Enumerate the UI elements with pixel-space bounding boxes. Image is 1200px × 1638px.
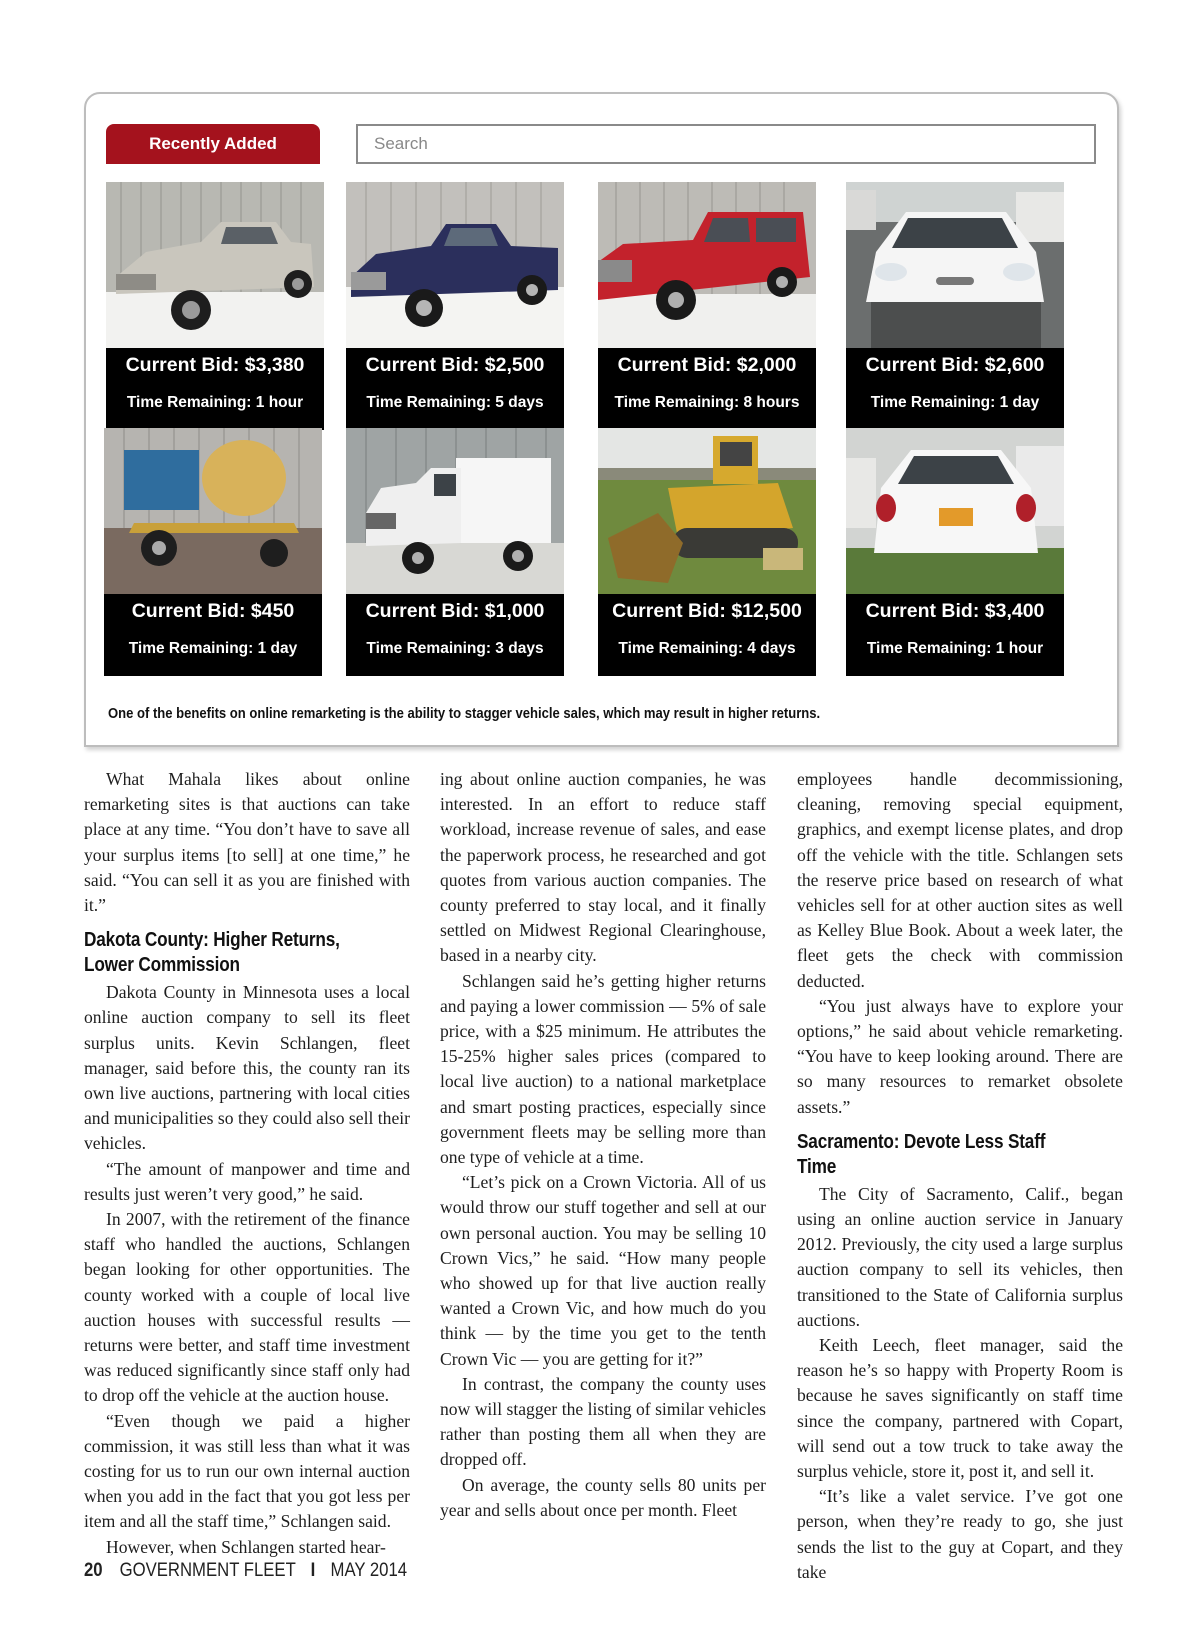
publication-name: GOVERNMENT FLEET [119, 1560, 296, 1581]
listing-card-blue-pickup[interactable] [346, 182, 564, 430]
current-bid: Current Bid: $2,600 [865, 354, 1045, 376]
time-remaining: Time Remaining: 1 day [870, 394, 1040, 411]
page-number: 20 [84, 1560, 103, 1581]
current-bid: Current Bid: $1,000 [365, 600, 545, 622]
time-remaining: Time Remaining: 3 days [366, 640, 544, 657]
listing-card-silver-pickup[interactable] [106, 182, 324, 430]
listing-card-utility-truck[interactable] [346, 428, 564, 676]
paragraph: Schlangen said he’s getting higher returns and paying a lower commission — 5% of sale price, with a $25 minimum. He attributes the 15-25% higher sales prices (compared to local live auction) to a national marketplace and smart posting practices, especially since government fleets may be selling more than one type of vehicle at a time. [440, 970, 766, 1168]
paragraph: “Let’s pick on a Crown Victoria. All of us would throw our stuff together and sell at our own personal auction. You may be selling 10 Crown Vics,” he said. “How many people who showed up for that live auction really wanted a Crown Vic, and how much do you think — by the time you get to the tenth Crown Vic — you are getting for it?” [440, 1172, 766, 1369]
listing-card-white-sedan[interactable] [846, 182, 1064, 430]
white-sedan-photo [846, 182, 1064, 348]
time-remaining: Time Remaining: 4 days [618, 640, 796, 657]
current-bid: Current Bid: $3,380 [125, 354, 305, 376]
auction-listing-figure [84, 92, 1119, 747]
listing-card-crawler-loader[interactable] [598, 428, 816, 676]
page-footer [84, 1560, 407, 1582]
tab-recently-added[interactable]: Recently Added [106, 124, 320, 164]
paragraph: In contrast, the company the county uses now will stagger the listing of similar vehicles rather than posting them all when they are dropped off. [440, 1373, 766, 1470]
paragraph: ing about online auction companies, he was interested. In an effort to reduce staff workload, increase revenue of sales, and ease the paperwork process, he researched and got quotes from various auction companies. The county preferred to stay local, and it finally settled on Midwest Regional Clearinghouse, based in a nearby city. [440, 769, 766, 966]
paragraph: “The amount of manpower and time and results just weren’t very good,” he said. [84, 1158, 410, 1204]
listing-card-cement-mixer[interactable] [104, 428, 322, 676]
time-remaining: Time Remaining: 1 day [128, 640, 298, 657]
paragraph: In 2007, with the retirement of the finance staff who handled the auctions, Schlangen began looking for other opportunities. The county worked with a couple of local live auction houses with successful results — returns were better, and staff time investment was reduced significantly since staff only had to drop off the vehicle at the auction house. [84, 1209, 410, 1406]
listing-card-white-sedan-rear[interactable] [846, 428, 1064, 676]
issue-date: MAY 2014 [330, 1560, 408, 1581]
listing-card-red-suv[interactable] [598, 182, 816, 430]
time-remaining: Time Remaining: 1 hour [866, 640, 1044, 657]
blue-pickup-photo [346, 182, 564, 348]
current-bid: Current Bid: $2,000 [617, 354, 797, 376]
time-remaining: Time Remaining: 5 days [366, 394, 544, 411]
white-sedan-rear-photo [846, 428, 1064, 594]
paragraph: “Even though we paid a higher commission, it was still less than what it was costing for us to run our own internal auction when you add in the fact that you got less per item and all the staff time,” Schlangen said. [84, 1410, 410, 1532]
paragraph: employees handle decommissioning, cleaning, removing special equipment, graphics, and exempt license plates, and drop off the vehicle with the title. Schlangen sets the reserve price based on research of what vehicles sell for at other auction sites as well as Kelley Blue Book. About a week later, the fleet gets the check with commission deducted. [797, 769, 1123, 991]
article-column-2 [440, 767, 766, 1523]
paragraph: Dakota County in Minnesota uses a local online auction company to sell its fleet surplus units. Kevin Schlangen, fleet manager, said before this, the county ran its own live auctions, partnering with local cities and municipalities so they could also sell their vehicles. [84, 982, 410, 1154]
utility-truck-photo [346, 428, 564, 594]
paragraph: “It’s like a valet service. I’ve got one person, when they’re ready to go, she just sends the list to the guy at Copart, and they take [797, 1486, 1123, 1582]
paragraph: However, when Schlangen started hear- [106, 1536, 386, 1557]
paragraph: On average, the county sells 80 units per year and sells about once per month. Fleet [440, 1474, 766, 1520]
paragraph: “You just always have to explore your options,” he said about vehicle remarketing. “You have to keep looking around. There are so many resources to remarket obsolete assets.” [797, 995, 1123, 1117]
current-bid: Current Bid: $2,500 [365, 354, 545, 376]
red-suv-photo [598, 182, 816, 348]
article-column-1 [84, 767, 410, 1560]
section-heading-dakota-county: Dakota County: Higher Returns, Lower Commission [84, 929, 340, 977]
time-remaining: Time Remaining: 8 hours [614, 394, 800, 411]
paragraph: Keith Leech, fleet manager, said the reason he’s so happy with Property Room is because he saves significantly on staff time since the company, partnered with Copart, will send out a tow truck to take away the surplus vehicle, store it, post it, and sell it. [797, 1335, 1123, 1482]
cement-mixer-photo [104, 428, 322, 594]
section-heading-sacramento: Sacramento: Devote Less Staff Time [797, 1130, 1046, 1178]
footer-separator: I [310, 1560, 316, 1581]
crawler-loader-photo [598, 428, 816, 594]
current-bid: Current Bid: $450 [131, 600, 295, 622]
article-column-3 [797, 767, 1123, 1585]
time-remaining: Time Remaining: 1 hour [126, 394, 304, 411]
paragraph: The City of Sacramento, Calif., began using an online auction service in January 2012. Previously, the city used a large surplus auction company to sell its vehicles, then transitioned to the State of California surplus auctions. [797, 1183, 1123, 1330]
silver-pickup-photo [106, 182, 324, 348]
figure-caption: One of the benefits on online remarketing is the ability to stagger vehicle sales, which may result in higher returns. [108, 706, 821, 722]
search-input[interactable] [356, 124, 1096, 164]
current-bid: Current Bid: $12,500 [612, 600, 802, 622]
paragraph: What Mahala likes about online remarketing sites is that auctions can take place at any time. “You don’t have to save all your surplus items [to sell] at one time,” he said. “You can sell it as you are finished with it.” [84, 769, 410, 916]
current-bid: Current Bid: $3,400 [865, 600, 1045, 622]
